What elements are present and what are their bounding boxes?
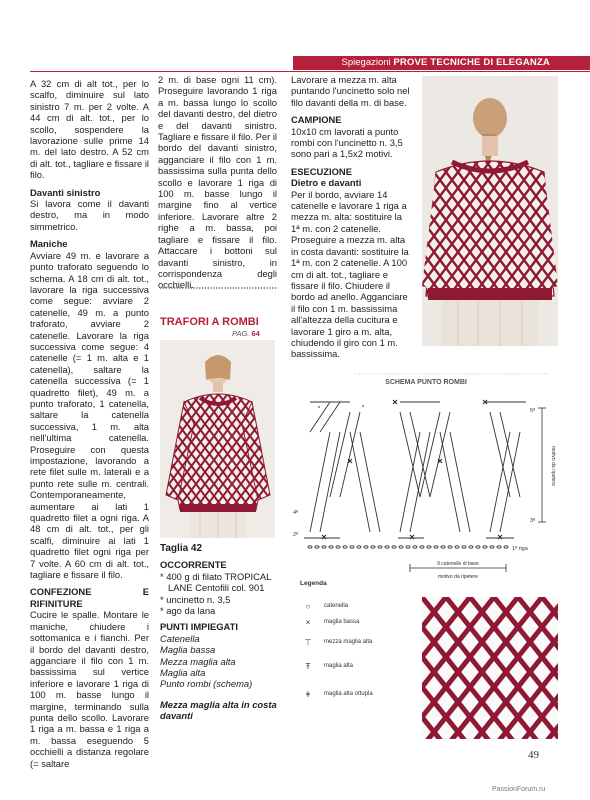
double-icon: Ŧ [305,662,311,671]
triple-icon: ǂ [305,690,311,699]
col1-paragraph-2: Si lavora come il davanti destro, ma in modo simmetrico. [30,198,149,232]
legend-label: mezza maglia alta [324,639,373,645]
column-1 [30,78,149,769]
stitch-item: Maglia bassa [160,644,216,656]
diagram-row-4: 4ª [293,510,299,516]
model-photo-back [422,76,558,346]
column-3 [291,74,413,360]
stitch-diagram [290,372,558,594]
dotted-separator [160,286,278,290]
stitch-item: Catenella [160,632,200,644]
legend-label: maglia alta ottupla [324,691,373,697]
diagram-row-3: 3ª [530,518,536,524]
heading-punti: PUNTI IMPIEGATI [160,621,238,633]
col3-paragraph-3: Per il bordo, avviare 14 catenelle e lavorare 1 riga a mezza m. alta: sostituire la 1ª m. con 2 catenelle. Proseguire a mezza m. alta in costa davanti: sostituire la 1ª m. con 2 catenelle. A 100 cm di alt. tot., tagliare e fissare il filo. Chiudere il bordo ad anello. Agganciare il filo con 1 m. bassissima all'altezza della cucitura e lavorare 1 giro a m. alta, chiudendo il giro con 1 m. bassissima. [291,188,409,360]
header-section: Spiegazioni [341,57,391,68]
legend-title: Legenda [300,580,327,587]
materials-item: * uncinetto n. 3,5 [160,593,231,605]
watermark: PassionForum.ru [492,786,546,793]
legend [300,580,420,699]
diagram-side-label: motivo da ripetere [550,445,556,487]
heading-dietro-davanti: Dietro e davanti [291,177,362,189]
diagram-row-2: 2ª [293,532,299,538]
diagram-base-label: 9 catenelle di base [437,561,479,567]
stitch-item: Mezza maglia alta [160,655,236,667]
feature-title: TRAFORI A ROMBI [160,316,259,328]
col3-paragraph-2: 10x10 cm lavorati a punto rombi con l'uncinetto n. 3,5 sono pari a 1,5x2 motivi. [291,125,403,160]
diagram-motif-label: motivo da ripetere [437,574,479,580]
chain-circle-icon: ○ [305,602,311,611]
heading-davanti-sinistro: Davanti sinistro [30,186,101,198]
diagram-row-1: 1ª riga [512,546,528,552]
col2-paragraph-1: 2 m. di base ogni 11 cm). Proseguire lavorando 1 riga a m. bassa lungo lo scollo del davanti destro, del dietro e del davanti sinistro. Tagliare e fissare il filo. Per il bordo del davanti sinistro, agganciare il filo con 1 m. bassissima sulla punta dello scollo e lavorare 1 riga di 100 m. basse lungo il margine fino al vertice inferiore. Lavorare altre 2 righe a m. bassa, poi tagliare e fissare il filo. Attaccare i bottoni sul davanti sinistro, in corrispondenza degli occhielli. [158,74,277,291]
col3-paragraph-1: Lavorare a mezza m. alta puntando l'uncinetto solo nel filo davanti della m. di base. [291,74,410,108]
col1-paragraph-3: Avviare 49 m. e lavorare a punto traforato seguendo lo schema. A 18 cm di alt. tot., lavorare la riga successiva come segue: avviare 2 catenelle, 49 m. a punto traforato, avviare 2 catenelle. Lavorare la riga successiva come segue: 4 catenelle (= 1 m. alta e 1 catenella), saltare la catenella successiva (= 1 quadretto filet), 49 m. a punto traforato, 1 catenella, saltare la catenella successiva, 1 m. alta nell'ultima catenella. Proseguire con questa impostazione, lavorando a rete filet sulle m. laterali e a punto rete sulle m. centrali. Contemporaneamente, aumentare ai lati 1 quadretto filet a ogni riga. A 48 cm di alt. tot., per gli scalfi, diminuire ai lati 1 quadretto filet ogni riga per 7 volte. A 60 cm di alt. tot., tagliare e fissare il filo. [30,249,149,581]
legend-label: catenella [324,603,349,609]
header-title: PROVE TECNICHE DI ELEGANZA [393,57,550,68]
heading-confezione: CONFEZIONE E RIFINITURE [30,586,149,609]
stitch-swatch-photo [422,597,558,739]
model-photo-small [160,340,275,538]
stitch-item: Maglia alta [160,667,206,679]
half-double-icon: ⊤ [304,638,312,647]
page-number: 49 [528,749,539,761]
heading-esecuzione: ESECUZIONE [291,165,352,177]
column-2 [158,74,277,291]
page-ref-number: 64 [251,329,260,338]
materials-item: * 400 g di filato TROPICAL LANE Centofili col. 901 [160,570,271,594]
diagram-row-5: 5ª [530,408,536,414]
col1-paragraph-1: A 32 cm di alt tot., per lo scalfo, diminuire sul lato sinistro 7 m. per 2 volte. A 44 cm di alt. tot., per lo scollo, sospendere la lavorazione sulle prime 14 m. del lato destro. A 52 cm di alt. tot., tagliare e fissare il filo. [30,78,149,181]
col1-paragraph-4: Cucire le spalle. Montare le maniche, chiudere i sottomanica e i fianchi. Per il bordo del davanti destro, agganciare il filo con 1 m. bassissima sul vertice inferiore e lavorare 1 riga di 100 m. basse lungo il margine, terminando sulla punta dello scollo. Lavorare 1 riga a m. bassa e 1 riga a m. bassa eseguendo 5 occhielli a distanza regolare (= saltare [30,609,149,769]
cross-icon: × [305,618,311,627]
heading-campione: CAMPIONE [291,114,342,126]
running-header [342,56,550,70]
diagram-title: SCHEMA PUNTO ROMBI [385,379,467,386]
materials-item: * ago da lana [160,605,216,617]
header-rule [30,71,590,72]
heading-mezza-maglia: Mezza maglia alta in costa davanti [160,698,277,722]
heading-maniche: Maniche [30,238,68,250]
materials-section [160,543,280,722]
legend-label: maglia alta [324,663,354,669]
size-label: Taglia 42 [160,543,203,554]
legend-label: maglia bassa [324,619,360,625]
page-reference [232,329,260,338]
heading-occorrente: OCCORRENTE [160,559,227,571]
stitch-item: Punto rombi (schema) [160,678,253,690]
page-ref-label: PAG. [232,329,250,338]
